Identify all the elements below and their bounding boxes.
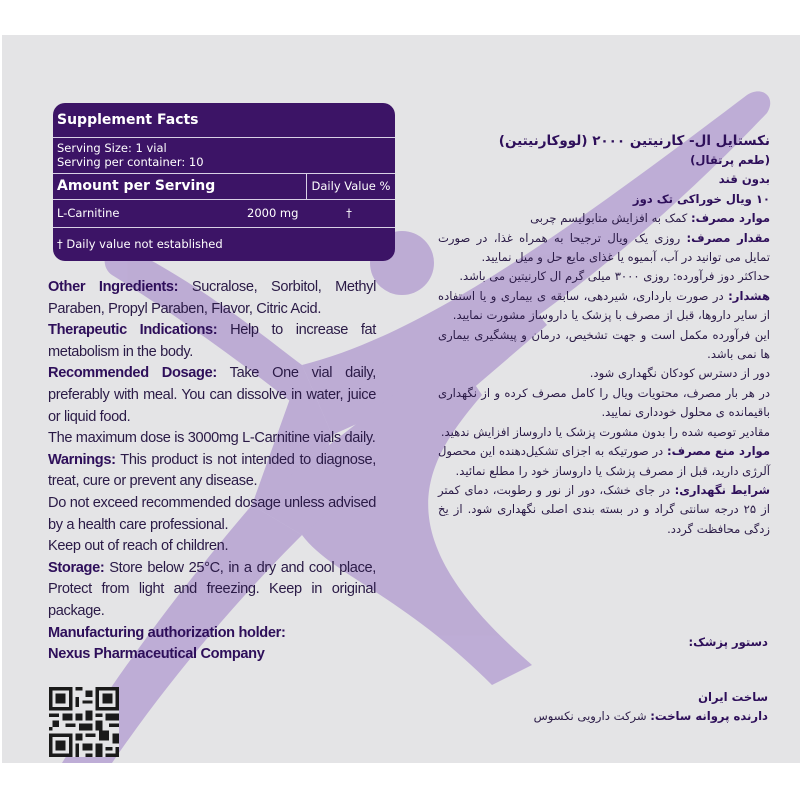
persian-made-in bbox=[468, 688, 768, 707]
therapeutic-value: Help to increase fat metabolism in the body. bbox=[48, 322, 376, 360]
persian-dosage-label: مقدار مصرف: bbox=[686, 230, 770, 245]
persian-warning-label: هشدار: bbox=[728, 288, 770, 303]
supplement-facts-title: Supplement Facts bbox=[53, 103, 395, 138]
persian-warning bbox=[438, 287, 770, 326]
other-ingredients-label: Other Ingredients: bbox=[48, 279, 179, 295]
persian-contra-value: در صورتیکه به اجزای تشکیل‌دهنده این محصول آلرژی دارید، قبل از مصرف پزشک یا داروساز خود را مطلع نمائید. bbox=[438, 444, 770, 478]
persian-contraindications bbox=[438, 442, 770, 481]
storage bbox=[48, 558, 376, 623]
serving-info bbox=[53, 138, 395, 174]
package-panel bbox=[2, 35, 800, 763]
persian-supplement-note: این فرآورده مکمل است و جهت تشخیص، درمان و پیشگیری بیماری ها نمی باشد. bbox=[438, 327, 770, 362]
persian-label-text bbox=[438, 131, 770, 539]
warnings-value: This product is not intended to diagnose, treat, cure or prevent any disease. bbox=[48, 451, 376, 490]
nutrient-name: L-Carnitine bbox=[57, 206, 120, 220]
persian-children: دور از دسترس کودکان نگهداری شود. bbox=[589, 366, 770, 381]
qr-code-icon[interactable] bbox=[49, 687, 119, 757]
warnings-children: Keep out of reach of children. bbox=[48, 538, 229, 555]
other-ingredients bbox=[48, 277, 376, 320]
persian-license-label: دارنده پروانه ساخت: bbox=[650, 709, 768, 723]
persian-license-value: شرکت دارویی نکسوس bbox=[533, 709, 651, 723]
english-label-text bbox=[48, 277, 376, 666]
persian-doctor-prescription bbox=[468, 633, 768, 652]
persian-storage bbox=[438, 481, 770, 539]
persian-no-exceed: مقادیر توصیه شده را بدون مشورت پزشک یا داروساز افزایش ندهید. bbox=[440, 424, 770, 439]
persian-dosage-value: روزی یک ویال ترجیحا به همراه غذا، در صورت تمایل می توانید در آب، آبمیوه یا غذای مایع حل و میل نمایید. bbox=[438, 230, 770, 265]
storage-value: Store below 25°C, in a dry and cool place, Protect from light and freezing. Keep in original package. bbox=[48, 559, 376, 619]
nutrient-daily-value: † bbox=[346, 206, 352, 220]
serving-size: Serving Size: 1 vial bbox=[57, 141, 167, 155]
facts-footnote: † Daily value not established bbox=[57, 237, 223, 251]
max-dose: The maximum dose is 3000mg L-Carnitine vials daily. bbox=[48, 430, 376, 447]
persian-license-holder bbox=[468, 707, 768, 726]
persian-storage-label: شرایط نگهداری: bbox=[674, 482, 770, 497]
warnings-dosage: Do not exceed recommended dosage unless advised by a health care professional. bbox=[48, 494, 376, 533]
mah-label-text: Manufacturing authorization holder: bbox=[48, 624, 286, 641]
persian-sugar-free: بدون قند bbox=[718, 172, 770, 187]
persian-pack: ۱۰ ویال خوراکی تک دوز bbox=[632, 191, 770, 206]
persian-warning-value: در صورت بارداری، شیردهی، سابقه ی بیماری و یا استفاده از سایر داروها، قبل از مصرف با پزشک یا داروساز مشورت نمایید. bbox=[438, 288, 770, 323]
persian-each-use: در هر بار مصرف، محتویات ویال را کامل مصرف کرده و از نگهداری باقیمانده ی محلول خودداری نمایید. bbox=[438, 385, 770, 420]
supplement-facts-table bbox=[53, 103, 395, 261]
mah-label bbox=[48, 623, 376, 645]
persian-indications bbox=[438, 209, 770, 228]
therapeutic-label: Therapeutic Indications: bbox=[48, 322, 218, 339]
amount-per-serving-header: Amount per Serving bbox=[53, 174, 307, 199]
persian-manufacturer-block bbox=[468, 688, 768, 726]
facts-header-row bbox=[53, 174, 395, 200]
therapeutic-indications bbox=[48, 320, 376, 363]
persian-dosage bbox=[438, 229, 770, 268]
storage-label: Storage: bbox=[48, 559, 105, 576]
dosage-label: Recommended Dosage: bbox=[48, 365, 217, 382]
recommended-dosage bbox=[48, 363, 376, 428]
mah-company-text: Nexus Pharmaceutical Company bbox=[48, 646, 265, 663]
nutrient-row bbox=[53, 200, 395, 228]
persian-indications-value: کمک به افزایش متابولیسم چربی bbox=[530, 211, 691, 226]
persian-made-in-text: ساخت ایران bbox=[698, 690, 768, 704]
persian-max-dose: حداکثر دوز فرآورده: روزی ۳۰۰۰ میلی گرم ال کارنیتین می باشد. bbox=[459, 269, 770, 284]
dosage-value: Take One vial daily, preferably with meal. You can dissolve in water, juice or liquid food. bbox=[48, 365, 376, 425]
warnings-label: Warnings: bbox=[48, 451, 116, 468]
daily-value-header: Daily Value % bbox=[311, 179, 391, 193]
persian-flavor: (طعم پرتقال) bbox=[690, 153, 770, 167]
servings-per-container: Serving per container: 10 bbox=[57, 155, 204, 169]
persian-storage-value: در جای خشک، دور از نور و رطوبت، دمای کمتر از ۲۵ درجه سانتی گراد و در بسته بندی اصلی نگهداری شود. از یخ زدگی محافظت گردد. bbox=[438, 482, 770, 536]
persian-product-title: نکستایل ال- کارنیتین ۲۰۰۰ (لووکارنیتین) bbox=[498, 133, 770, 149]
mah-company bbox=[48, 644, 376, 666]
persian-contra-label: موارد منع مصرف: bbox=[666, 444, 770, 459]
persian-doctor-label: دستور پزشک: bbox=[688, 635, 768, 649]
other-ingredients-value: Sucralose, Sorbitol, Methyl Paraben, Propyl Paraben, Flavor, Citric Acid. bbox=[48, 279, 376, 317]
warnings bbox=[48, 450, 376, 493]
persian-indications-label: موارد مصرف: bbox=[691, 211, 770, 226]
nutrient-amount: 2000 mg bbox=[247, 206, 299, 220]
